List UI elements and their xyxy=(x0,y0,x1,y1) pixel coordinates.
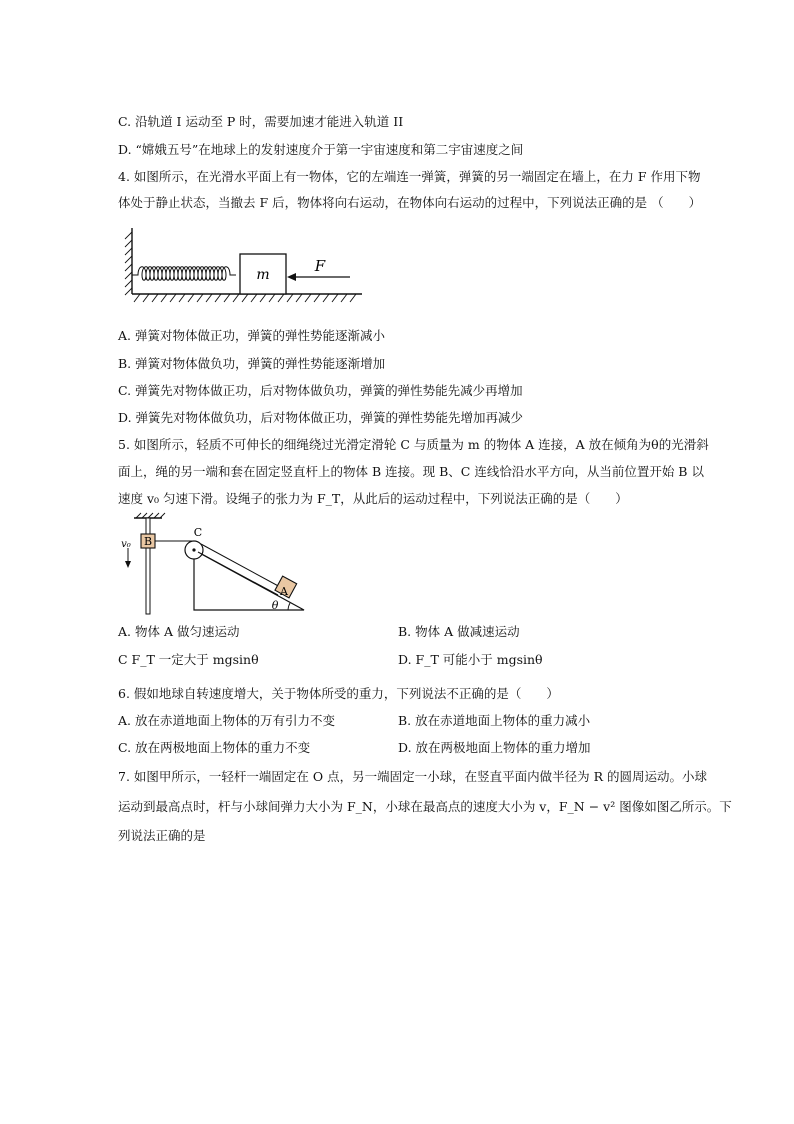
vertical-rod xyxy=(143,518,153,614)
force-label: F xyxy=(314,257,326,275)
pulley-c-label: C xyxy=(193,526,203,539)
q3-option-d: D. “嫦娥五号”在地球上的发射速度介于第一宇宙速度和第二宇宙速度之间 xyxy=(118,142,524,157)
q7-stem-line2: 运动到最高点时，杆与小球间弹力大小为 F_N，小球在最高点的速度大小为 v，F_N − v² 图像如图乙所示。下 xyxy=(118,799,732,814)
q6-option-a: A. 放在赤道地面上物体的万有引力不变 xyxy=(118,713,335,728)
q5-option-d: D. F_T 可能小于 mgsinθ xyxy=(398,652,543,667)
q3-option-c: C. 沿轨道 I 运动至 P 时，需要加速才能进入轨道 II xyxy=(118,114,404,129)
q7-stem-line3: 列说法正确的是 xyxy=(118,828,206,843)
angle-theta-label: θ xyxy=(271,599,279,612)
q5-stem-line2: 面上，绳的另一端和套在固定竖直杆上的物体 B 连接。现 B、C 连线恰沿水平方向，从当前位置开始 B 以 xyxy=(118,464,704,479)
q4-spring-block-figure xyxy=(118,222,368,312)
q4-option-c: C. 弹簧先对物体做正功，后对物体做负功，弹簧的弹性势能先减少再增加 xyxy=(118,383,523,398)
q5-stem-line3: 速度 v₀ 匀速下滑。设绳子的张力为 F_T，从此后的运动过程中，下列说法正确的是（ ） xyxy=(118,491,628,506)
q6-stem: 6. 假如地球自转速度增大，关于物体所受的重力，下列说法不正确的是（ ） xyxy=(118,686,559,701)
q4-stem-line1: 4. 如图所示，在光滑水平面上有一物体，它的左端连一弹簧，弹簧的另一端固定在墙上，在力 F 作用下物 xyxy=(118,169,701,184)
q5-pulley-incline-figure xyxy=(112,510,312,618)
q5-option-b: B. 物体 A 做减速运动 xyxy=(398,624,520,639)
q4-stem-line2: 体处于静止状态，当撤去 F 后，物体将向右运动，在物体向右运动的过程中，下列说法正确的是 （ ） xyxy=(118,195,702,210)
velocity-label: v₀ xyxy=(121,539,131,550)
q4-option-b: B. 弹簧对物体做负功，弹簧的弹性势能逐渐增加 xyxy=(118,356,386,371)
q5-stem-line1: 5. 如图所示，轻质不可伸长的细绳绕过光滑定滑轮 C 与质量为 m 的物体 A 连接，A 放在倾角为θ的光滑斜 xyxy=(118,437,709,452)
q6-option-b: B. 放在赤道地面上物体的重力减小 xyxy=(398,713,591,728)
block-a-label: A xyxy=(280,585,288,598)
q6-option-d: D. 放在两极地面上物体的重力增加 xyxy=(398,740,591,755)
q7-stem-line1: 7. 如图甲所示，一轻杆一端固定在 O 点，另一端固定一小球，在竖直平面内做半径为 R 的圆周运动。小球 xyxy=(118,769,707,784)
q6-option-c: C. 放在两极地面上物体的重力不变 xyxy=(118,740,311,755)
q4-option-a: A. 弹簧对物体做正功，弹簧的弹性势能逐渐减小 xyxy=(118,328,385,343)
spring-shape xyxy=(132,267,236,281)
q5-option-c: C F_T 一定大于 mgsinθ xyxy=(118,652,259,667)
block-b-label: B xyxy=(143,535,153,548)
block-m-label: m xyxy=(256,267,270,283)
q5-option-a: A. 物体 A 做匀速运动 xyxy=(118,624,240,639)
q4-option-d: D. 弹簧先对物体做负功，后对物体做正功，弹簧的弹性势能先增加再减少 xyxy=(118,410,524,425)
